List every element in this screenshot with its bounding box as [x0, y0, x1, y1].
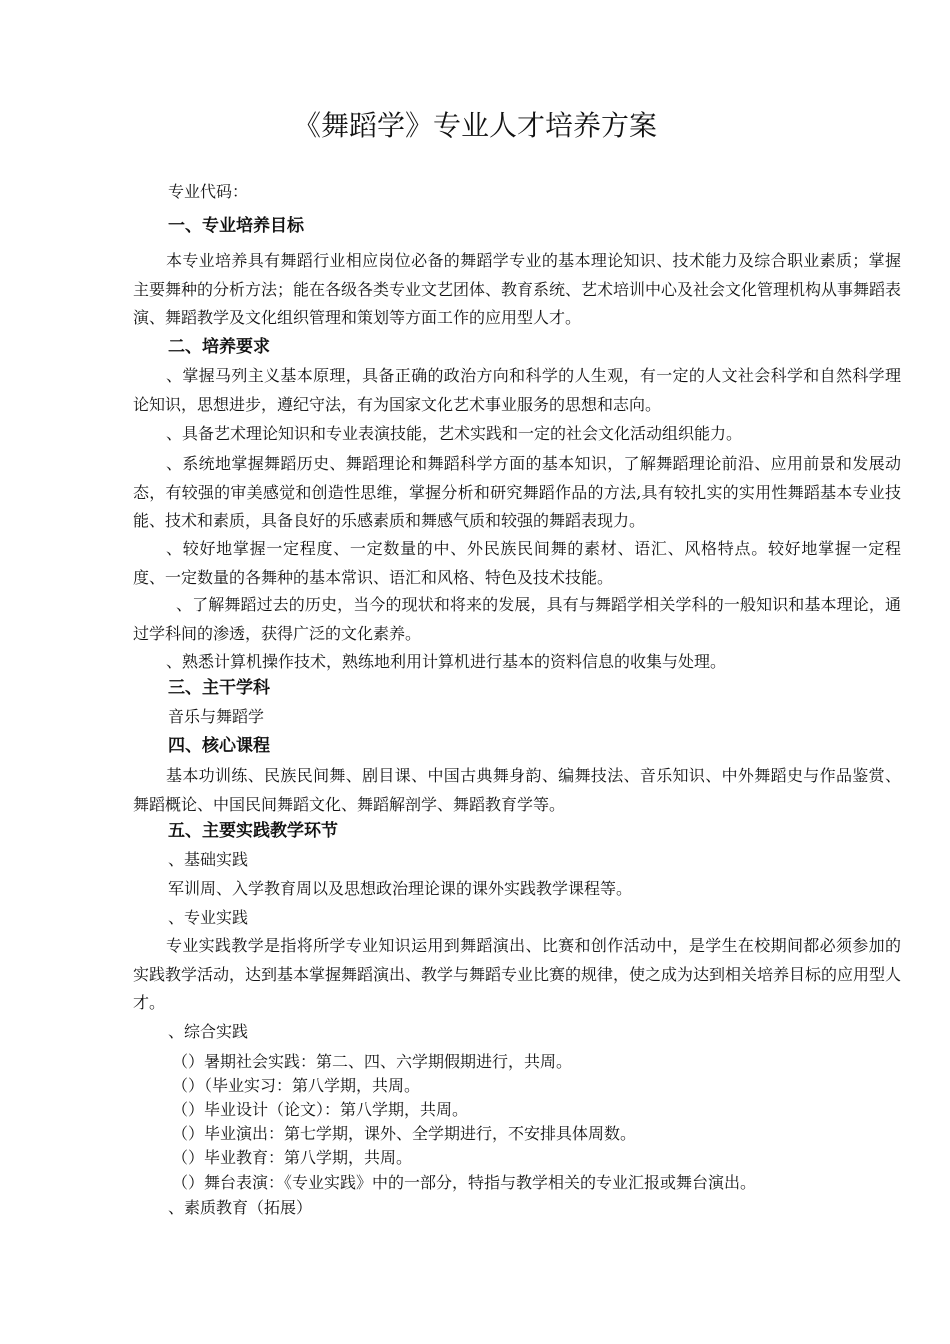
comprehensive-item-1: （）暑期社会实践：第二、四、六学期假期进行，共周。 [172, 1052, 573, 1071]
comprehensive-item-4: （）毕业演出：第七学期，课外、全学期进行，不安排具体周数。 [172, 1124, 637, 1143]
requirement-item-5: 、了解舞蹈过去的历史，当今的现状和将来的发展，具有与舞蹈学相关学科的一般知识和基本理论，通过学科间的渗透，获得广泛的文化素养。 [133, 595, 901, 643]
section-heading-main-discipline: 三、主干学科 [168, 678, 270, 698]
comprehensive-item-3: （）毕业设计（论文）：第八学期，共周。 [172, 1100, 469, 1119]
section-heading-core-courses: 四、核心课程 [168, 736, 270, 756]
main-discipline-text: 音乐与舞蹈学 [168, 707, 265, 726]
comprehensive-item-6: （）舞台表演：《专业实践》中的一部分，特指与教学相关的专业汇报或舞台演出。 [172, 1173, 757, 1192]
comprehensive-item-2: （）（毕业实习：第八学期，共周。 [172, 1076, 421, 1095]
major-code-label: 专业代码： [168, 182, 249, 201]
requirement-item-2: 、具备艺术理论知识和专业表演技能，艺术实践和一定的社会文化活动组织能力。 [166, 424, 743, 443]
section-heading-practice: 五、主要实践教学环节 [168, 821, 338, 841]
comprehensive-item-5: （）毕业教育：第八学期，共周。 [172, 1148, 413, 1167]
comprehensive-practice-label: 、综合实践 [168, 1022, 249, 1041]
basic-practice-label: 、基础实践 [168, 850, 249, 869]
core-courses-paragraph: 基本功训练、民族民间舞、剧目课、中国古典舞身韵、编舞技法、音乐知识、中外舞蹈史与作品鉴赏、舞蹈概论、中国民间舞蹈文化、舞蹈解剖学、舞蹈教育学等。 [133, 766, 901, 814]
goals-paragraph: 本专业培养具有舞蹈行业相应岗位必备的舞蹈学专业的基本理论知识、技术能力及综合职业素质；掌握主要舞种的分析方法；能在各级各类专业文艺团体、教育系统、艺术培训中心及社会文化管理机构从事舞蹈表演、舞蹈教学及文化组织管理和策划等方面工作的应用型人才。 [133, 251, 902, 327]
professional-practice-label: 、专业实践 [168, 908, 249, 927]
basic-practice-text: 军训周、入学教育周以及思想政治理论课的课外实践教学课程等。 [168, 879, 633, 898]
requirement-item-6: 、熟悉计算机操作技术，熟练地利用计算机进行基本的资料信息的收集与处理。 [166, 652, 727, 671]
requirement-item-1: 、掌握马列主义基本原理，具备正确的政治方向和科学的人生观，有一定的人文社会科学和自然科学理论知识，思想进步，遵纪守法，有为国家文化艺术事业服务的思想和志向。 [133, 366, 901, 414]
section-heading-requirements: 二、培养要求 [168, 337, 270, 357]
professional-practice-paragraph: 专业实践教学是指将所学专业知识运用到舞蹈演出、比赛和创作活动中，是学生在校期间都必须参加的实践教学活动，达到基本掌握舞蹈演出、教学与舞蹈专业比赛的规律，使之成为达到相关培养目标的应用型人才。 [133, 936, 902, 1012]
quality-education-label: 、素质教育（拓展） [168, 1198, 313, 1217]
document-title: 《舞蹈学》专业人才培养方案 [292, 109, 657, 142]
requirement-item-3: 、系统地掌握舞蹈历史、舞蹈理论和舞蹈科学方面的基本知识，了解舞蹈理论前沿、应用前景和发展动态，有较强的审美感觉和创造性思维，掌握分析和研究舞蹈作品的方法,具有较扎实的实用性舞蹈基本专业技能、技术和素质，具备良好的乐感素质和舞感气质和较强的舞蹈表现力。 [133, 454, 901, 530]
section-heading-goals: 一、专业培养目标 [168, 216, 304, 236]
requirement-item-4: 、较好地掌握一定程度、一定数量的中、外民族民间舞的素材、语汇、风格特点。较好地掌握一定程度、一定数量的各舞种的基本常识、语汇和风格、特色及技术技能。 [133, 539, 901, 587]
